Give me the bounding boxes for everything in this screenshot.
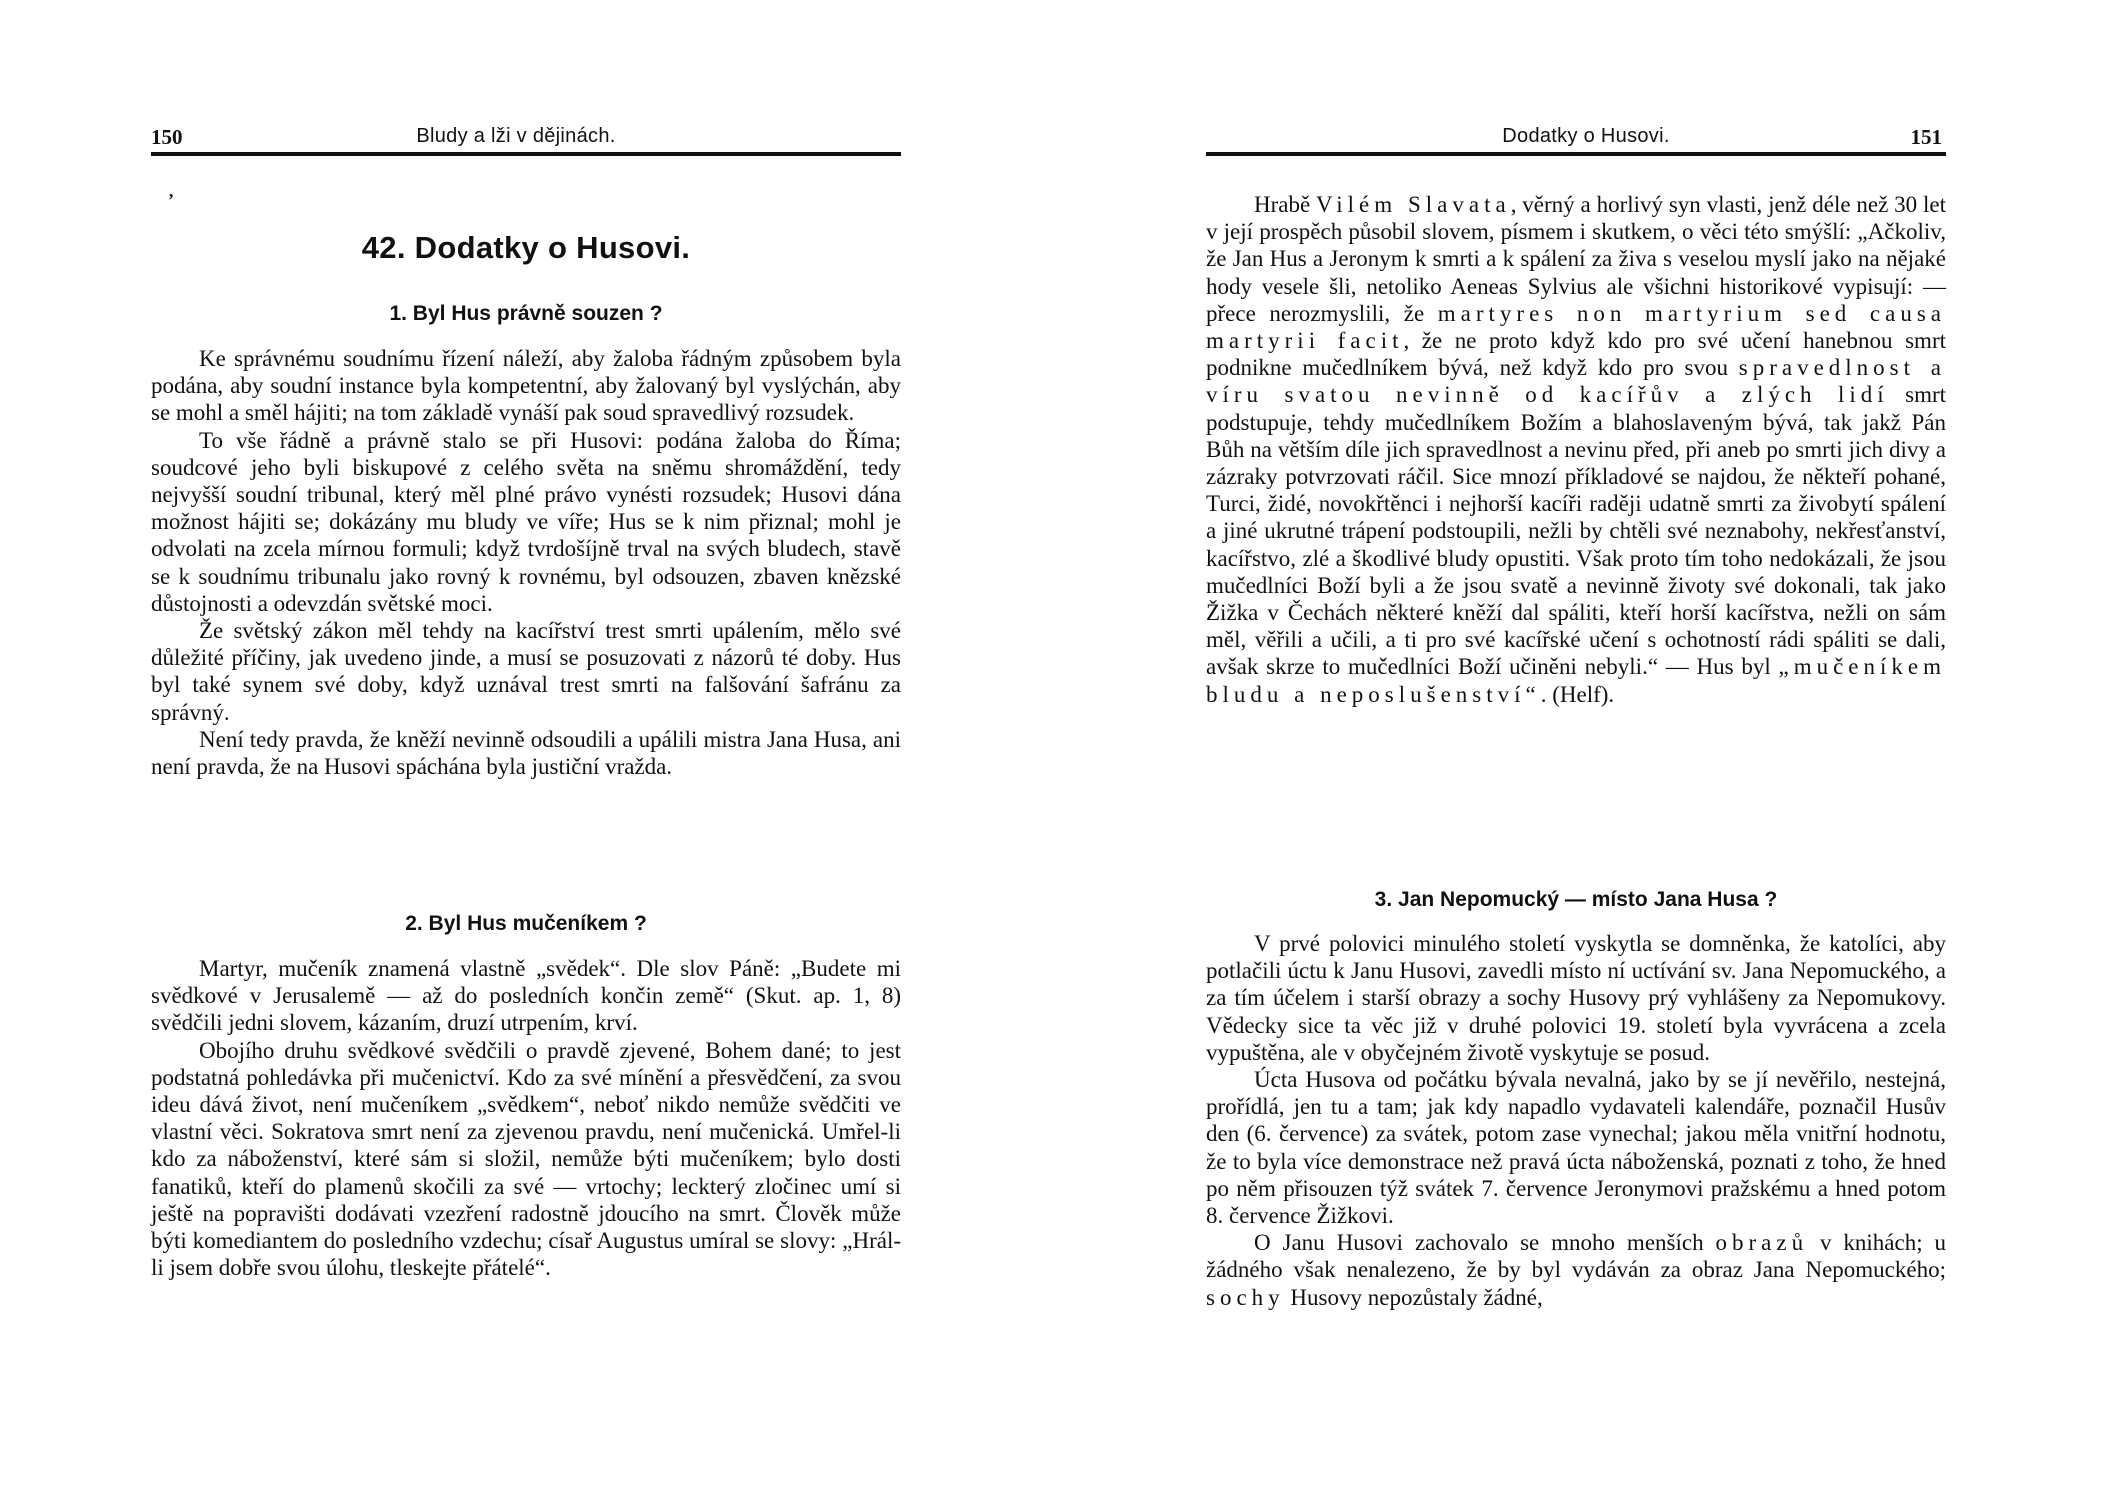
section-heading: 3. Jan Nepomucký — místo Jana Husa ? (1374, 888, 1778, 911)
running-head-left (151, 122, 901, 156)
running-title: Dodatky o Husovi. (1502, 125, 1670, 147)
paragraph: Není tedy pravda, že kněží nevinně odsoudili a upálili mistra Jana Husa, ani není pravda, že na Husovi spáchána byla justiční vražda. (151, 726, 901, 780)
spaced-emphasis: sochy (1206, 1284, 1285, 1310)
spaced-emphasis: spravedlnost a víru svatou nevinně od kacířův a zlých lidí (1206, 355, 1946, 408)
chapter-title: 42. Dodatky o Husovi. (361, 230, 691, 265)
paragraph: Úcta Husova od počátku bývala nevalná, jako by se jí nevěřilo, nestejná, prořídlá, jen tu a tam; jak kdy napadlo vydavateli kalendáře, poznačil Husův den (6. července) za svátek, potom zase vynechal; jakou měla vnitřní hodnotu, že to byla více demonstrace než pravá úcta náboženská, poznati z toho, že hned po něm přisouzen týž svátek 7. července Jeronymovi pražskému a hned potom 8. července Žižkovi. (1206, 1067, 1946, 1229)
paragraph: Hrabě Vilém Slavata, věrný a horlivý syn vlasti, jenž déle než 30 let v její prospěch působil slovem, písmem i skutkem, o věci této smýšlí: „Ačkoliv, že Jan Hus a Jeronym k smrti a k spálení za živa s veselou myslí jako na nějaké hody vesele šli, netoliko Aeneas Sylvius ale všichni historikové vypisují: — přece nerozmyslili, že martyres non martyrium sed causa martyrii facit, že ne proto když kdo pro své učení hanebnou smrt podnikne mučedlníkem bývá, než když kdo pro svou spravedlnost a víru svatou nevinně od kacířův a zlých lidí smrt podstupuje, tehdy mučedlníkem Božím a blahoslaveným bývá, tak jakž Pán Bůh na větším díle jich spravedlnost a nevinu před, při aneb po smrti jich divy a zázraky potvrzovati ráčil. Sice mnozí příkladové se najdou, že někteří pohané, Turci, židé, novokřtěnci i nejhorší kacíři raději udatně smrti za živobytí spálení a jiné ukrutné trápení podstoupili, nežli by chtěli své neznabohy, nekřesťanství, kacířstvo, zlé a škodlivé bludy opustiti. Však proto tím toho nedokázali, že jsou mučedlníci Boží byli a že jsou svatě a nevinně životy své dokonali, tak jako Žižka v Čechách některé kněží dal spáliti, kteří horší kacířstva, nežli on sám měl, věřili a učili, a ti pro své kacířské učení s ochotností rádi spáliti se dali, avšak skrze to mučedlníci Boží učiněni nebyli.“ — Hus byl „mučeníkem bludu a neposlušenství“. (Helf). (1206, 192, 1947, 707)
paragraph: Ke správnému soudnímu řízení náleží, aby žaloba řádným způsobem byla podána, aby soudní instance byla kompetentní, aby žalovaný byl vyslýchán, aby se mohl a směl hájiti; na tom základě vynáší pak soud spravedlivý rozsudek. (151, 346, 901, 426)
spaced-emphasis: „mučeníkem bludu a neposlušenství“ (1206, 654, 1946, 707)
page-number: 150 (151, 125, 183, 149)
paragraph: V prvé polovici minulého století vyskytla se domněnka, že katolíci, aby potlačili úctu k Janu Husovi, zavedli místo ní uctívání sv. Jana Nepomuckého, a za tím účelem i starší obrazy a sochy Husovy prý vyhlášeny za Nepomukovy. Vědecky sice ta věc již v druhé polovici 19. století byla vyvrácena a zcela vypuštěna, ale v obyčejném životě vyskytuje se posud. (1206, 931, 1946, 1065)
section-heading: 2. Byl Hus mučeníkem ? (405, 912, 647, 935)
scan-artifact-mark: ʼ (168, 190, 174, 210)
page-number: 151 (1910, 125, 1942, 149)
spaced-emphasis: martyres non martyrium sed causa martyrii facit (1206, 300, 1946, 354)
spaced-emphasis: Vilém Slavata (1316, 192, 1511, 217)
paragraph: Martyr, mučeník znamená vlastně „svědek“. Dle slov Páně: „Budete mi svědkové v Jerusalemě — až do posledních končin země“ (Skut. ap. 1, 8) svědčili jedni slovem, kázaním, druzí utrpením, krví. (151, 956, 901, 1036)
section-heading: 1. Byl Hus právně souzen ? (389, 302, 663, 325)
paragraph: O Janu Husovi zachovalo se mnoho menších obrazů v knihách; u žádného však nenalezeno, že by byl vydáván za obraz Jana Nepomuckého; sochy Husovy nepozůstaly žádné, (1206, 1230, 1946, 1310)
running-head-right (1206, 122, 1946, 156)
spaced-emphasis: obrazů (1715, 1230, 1809, 1256)
paragraph: To vše řádně a právně stalo se při Husovi: podána žaloba do Říma; soudcové jeho byli biskupové z celého světa na sněmu shromáždění, tedy nejvyšší soudní tribunal, který měl plné právo vynésti rozsudek; Husovi dána možnost hájiti se; dokázány mu bludy ve víře; Hus se k nim přiznal; mohl je odvolati na zcela mírnou formuli; když tvrdošíjně trval na svých bludech, stavě se k soudnímu tribunalu jako rovný k rovnému, byl odsouzen, zbaven knězské důstojnosti a odevzdán světské moci. (151, 427, 901, 616)
paragraph: Obojího druhu svědkové svědčili o pravdě zjevené, Bohem dané; to jest podstatná pohledávka při mučenictví. Kdo za své mínění a přesvědčení, za svou ideu dává život, není mučeníkem „svědkem“, neboť nikdo nemůže svědčiti ve vlastní věci. Sokratova smrt není za zjevenou pravdu, není mučenická. Umřel-li kdo za náboženství, které sám si složil, nemůže býti mučeníkem; bylo dosti fanatiků, kteří do plamenů skočili za své — vrtochy; leckterý zločinec umí si ještě na popravišti dodávati vzezření radostně jdoucího na smrt. Člověk může býti komediantem do posledního vzdechu; císař Augustus umíral se slovy: „Hrál-li jsem dobře svou úlohu, tleskejte přátelé“. (151, 1037, 901, 1281)
section-body (1206, 930, 1946, 1311)
section-body (151, 955, 901, 1281)
continued-section-body (1206, 191, 1946, 708)
running-title: Bludy a lži v dějinách. (416, 125, 616, 147)
section-body (151, 345, 901, 780)
paragraph: Že světský zákon měl tehdy na kacířství trest smrti upálením, mělo své důležité příčiny, jak uvedeno jinde, a musí se posuzovati z názorů té doby. Hus byl také synem své doby, když uznával trest smrti na falšování šafránu za správný. (151, 618, 901, 725)
